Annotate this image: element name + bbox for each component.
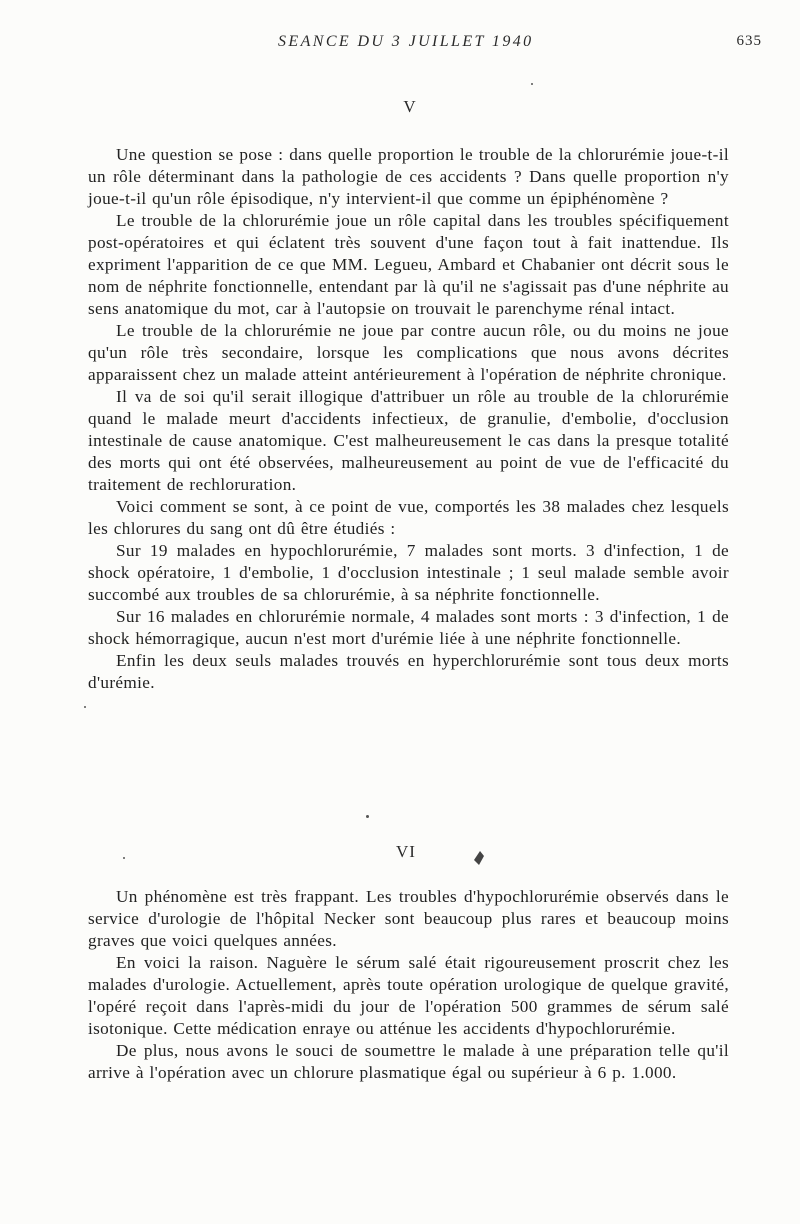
ink-blot-mark: [474, 851, 484, 865]
running-title: SEANCE DU 3 JUILLET 1940: [278, 33, 534, 50]
paragraph: Le trouble de la chlorurémie ne joue par contre aucun rôle, ou du moins ne joue qu'un rôle très secondaire, lorsque les complications que nous avons décrites apparaissent chez un malade atteint antérieurement à l'opération de néphrite chronique.: [88, 321, 729, 384]
paper-speck: [84, 706, 86, 708]
paper-speck: [366, 815, 369, 818]
paper-speck: [123, 857, 125, 859]
page-number: 635: [736, 33, 762, 49]
paragraph: Sur 19 malades en hypochlorurémie, 7 malades sont morts. 3 d'infection, 1 de shock opératoire, 1 d'embolie, 1 d'occlusion intestinale ; 1 seul malade semble avoir succombé aux troubles de sa chlorurémie, à sa néphrite fonctionnelle.: [88, 541, 729, 604]
paragraph: Sur 16 malades en chlorurémie normale, 4 malades sont morts : 3 d'infection, 1 de shock hémorragique, aucun n'est mort d'urémie liée à une néphrite fonctionnelle.: [88, 607, 729, 648]
paragraph: Voici comment se sont, à ce point de vue, comportés les 38 malades chez lesquels les chlorures du sang ont dû être étudiés :: [88, 497, 729, 538]
section-heading-v: V: [403, 97, 417, 116]
section-v-body: [88, 144, 729, 694]
paragraph: Un phénomène est très frappant. Les troubles d'hypochlorurémie observés dans le service d'urologie de l'hôpital Necker sont beaucoup plus rares et beaucoup moins graves que voici quelques années.: [88, 887, 729, 950]
paragraph: Il va de soi qu'il serait illogique d'attribuer un rôle au trouble de la chlorurémie quand le malade meurt d'accidents infectieux, de granulie, d'embolie, d'occlusion intestinale de cause anatomique. C'est malheureusement le cas dans la presque totalité des morts qui ont été observées, malheureusement au point de vue de l'efficacité du traitement de rechloruration.: [88, 387, 729, 494]
paragraph: Une question se pose : dans quelle proportion le trouble de la chlorurémie joue-t-il un rôle déterminant dans la pathologie de ces accidents ? Dans quelle proportion n'y joue-t-il qu'un rôle épisodique, n'y intervient-il que comme un épiphénomène ?: [88, 145, 729, 208]
section-vi-body: [88, 886, 729, 1084]
paper-speck: [531, 83, 533, 85]
paragraph: Le trouble de la chlorurémie joue un rôle capital dans les troubles spécifiquement post-opératoires et qui éclatent très souvent d'une façon tout à fait inattendue. Ils expriment l'apparition de ce que MM. Legueu, Ambard et Chabanier ont décrit sous le nom de néphrite fonctionnelle, entendant par là qu'il ne s'agissait pas d'une néphrite au sens anatomique du mot, car à l'autopsie on trouvait le parenchyme rénal intact.: [88, 211, 729, 318]
paragraph: De plus, nous avons le souci de soumettre le malade à une préparation telle qu'il arrive à l'opération avec un chlorure plasmatique égal ou supérieur à 6 p. 1.000.: [88, 1041, 729, 1082]
paragraph: En voici la raison. Naguère le sérum salé était rigoureusement proscrit chez les malades d'urologie. Actuellement, après toute opération urologique de quelque gravité, l'opéré reçoit dans l'après-midi du jour de l'opération 500 grammes de sérum salé isotonique. Cette médication enraye ou atténue les accidents d'hypochlorurémie.: [88, 953, 729, 1038]
running-header: [0, 33, 800, 57]
paragraph: Enfin les deux seuls malades trouvés en hyperchlorurémie sont tous deux morts d'urémie.: [88, 651, 729, 692]
section-heading-vi: VI: [396, 842, 416, 861]
